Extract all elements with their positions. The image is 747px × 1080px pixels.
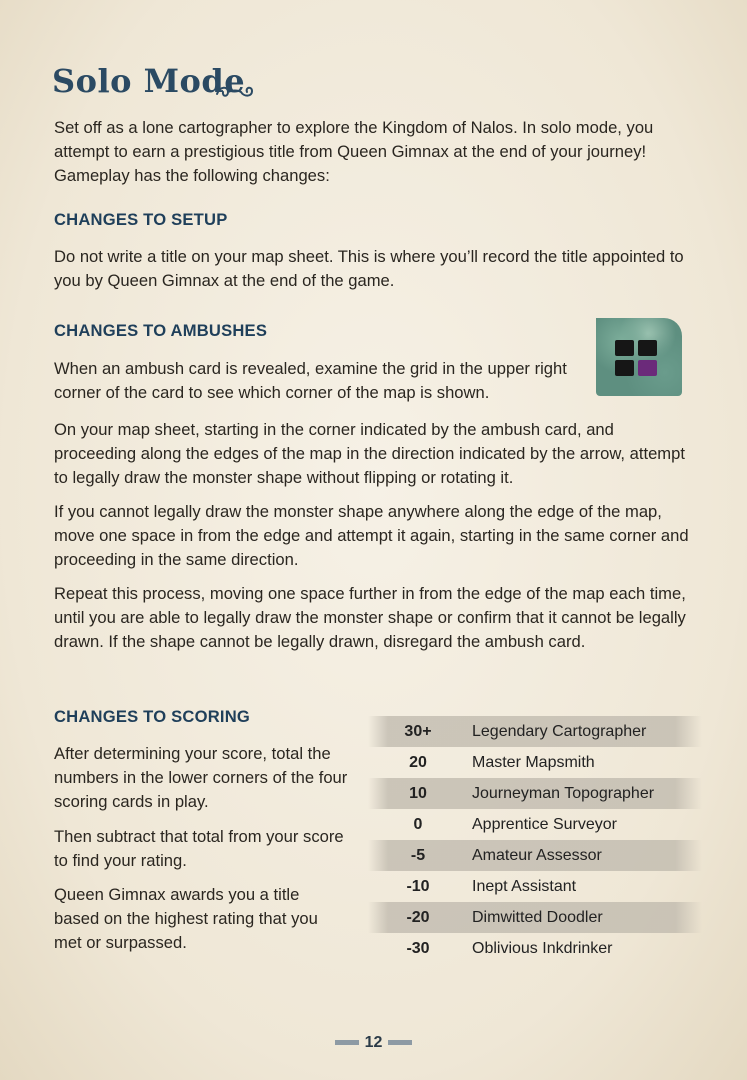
rating-value: 30+	[404, 723, 432, 740]
ambushes-paragraph-2: On your map sheet, starting in the corner indicated by the ambush card, and proceeding along the edges of the map in the direction indicated by the arrow, attempt to legally draw the monster shape without flipping or rotating it.	[54, 420, 685, 487]
ambushes-heading: CHANGES TO AMBUSHES	[54, 321, 268, 340]
scoring-paragraph-2: Then subtract that total from your score to find your rating.	[54, 827, 344, 870]
table-row	[368, 840, 702, 871]
table-row	[368, 747, 702, 778]
scoring-heading: CHANGES TO SCORING	[54, 707, 250, 726]
rating-value: -5	[410, 847, 426, 864]
page-title: Solo Mode	[52, 62, 246, 100]
setup-paragraph: Do not write a title on your map sheet. This is where you’ll record the title appointed to you by Queen Gimnax at the end of the game.	[54, 247, 684, 290]
table-row	[368, 902, 702, 933]
setup-heading: CHANGES TO SETUP	[54, 210, 228, 229]
scoring-paragraph-1: After determining your score, total the numbers in the lower corners of the four scoring cards in play.	[54, 744, 348, 811]
grid-square-highlighted	[638, 360, 657, 376]
table-row	[368, 716, 702, 747]
rating-value: 10	[409, 785, 427, 802]
table-row	[368, 809, 702, 840]
page-number	[0, 1034, 747, 1052]
rating-title: Master Mapsmith	[472, 754, 595, 771]
grid-square	[615, 360, 634, 376]
rating-title: Dimwitted Doodler	[472, 909, 603, 926]
page-number-left-ornament	[335, 1040, 359, 1045]
rating-value: -10	[406, 878, 430, 895]
rating-value: -30	[406, 940, 430, 957]
intro-paragraph: Set off as a lone cartographer to explore the Kingdom of Nalos. In solo mode, you attempt to earn a prestigious title from Queen Gimnax at the end of your journey! Gameplay has the following changes:	[54, 118, 654, 185]
rating-value: 20	[409, 754, 427, 771]
rating-title: Inept Assistant	[472, 878, 577, 895]
rating-value: -20	[406, 909, 430, 926]
rating-title: Oblivious Inkdrinker	[472, 940, 613, 957]
rating-title: Amateur Assessor	[472, 847, 602, 864]
table-row	[368, 778, 702, 809]
scoring-paragraph-3: Queen Gimnax awards you a title based on the highest rating that you met or surpassed.	[54, 885, 318, 952]
rating-value: 0	[413, 816, 423, 833]
table-row	[368, 871, 702, 902]
rating-title: Journeyman Topographer	[472, 785, 655, 802]
ambushes-paragraph-3: If you cannot legally draw the monster shape anywhere along the edge of the map, move one space in from the edge and attempt it again, starting in the same corner and proceeding in the same direction.	[54, 502, 689, 569]
ambushes-paragraph-1: When an ambush card is revealed, examine the grid in the upper right corner of the card to see which corner of the map is shown.	[54, 359, 567, 402]
rating-title: Legendary Cartographer	[472, 723, 647, 740]
ambushes-paragraph-4: Repeat this process, moving one space further in from the edge of the map each time, until you are able to legally draw the monster shape or confirm that it cannot be legally drawn. If the shape cannot be legally drawn, disregard the ambush card.	[54, 584, 686, 651]
ambush-corner-grid-icon	[596, 318, 682, 396]
page-number-right-ornament	[388, 1040, 412, 1045]
flourish-icon	[214, 80, 258, 102]
page-number-label: 12	[364, 1034, 383, 1051]
grid-square	[638, 340, 657, 356]
rating-title-table	[368, 716, 702, 964]
grid-square	[615, 340, 634, 356]
rating-title: Apprentice Surveyor	[472, 816, 617, 833]
table-row	[368, 933, 702, 964]
